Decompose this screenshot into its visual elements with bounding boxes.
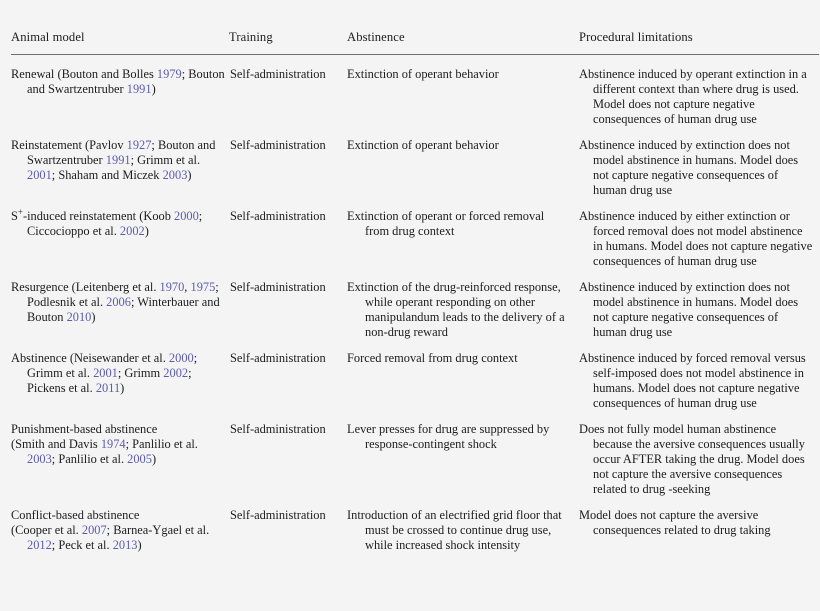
citation-year[interactable]: 2010 <box>66 310 92 324</box>
animal-models-table <box>11 0 819 553</box>
citation-year[interactable]: 1991 <box>126 82 152 96</box>
model-text: Renewal (Bouton and Bolles <box>11 67 157 81</box>
model-citation-block <box>11 523 229 553</box>
model-text: ; <box>130 295 135 309</box>
cell-procedural-limitations <box>579 340 819 411</box>
limitations-text: Abstinence induced by extinction does not model abstinence in humans. Model does not capture negative consequences of human drug use <box>579 138 799 197</box>
abstinence-text: Forced removal from drug context <box>347 351 518 365</box>
model-citation-block <box>11 351 229 396</box>
model-text: ; Grimm <box>117 366 164 380</box>
superscript-plus: + <box>17 206 23 217</box>
cell-procedural-limitations <box>579 198 819 269</box>
table-row <box>11 198 819 269</box>
cell-training: Self-administration <box>230 508 326 522</box>
cell-procedural-limitations <box>579 411 819 497</box>
model-citation-block <box>11 67 229 97</box>
model-text: ; Panlilio et al. <box>51 452 128 466</box>
table-row <box>11 127 819 198</box>
model-text: ; <box>51 168 56 182</box>
model-text: et al. <box>173 437 198 451</box>
model-text: ; <box>181 67 186 81</box>
model-text: Winterbauer and Bouton <box>27 295 220 324</box>
model-citation-block <box>11 138 229 183</box>
model-citation-block <box>11 280 229 325</box>
table-row <box>11 55 819 128</box>
cell-animal-model <box>11 269 229 340</box>
limitations-text: Abstinence induced by operant extinction in a different context than where drug is used. Model does not capture negative consequences of human drug use <box>579 67 807 126</box>
model-text: ; Peck et al. <box>51 538 113 552</box>
model-text: ; <box>188 366 192 380</box>
model-text: ) <box>187 168 192 182</box>
cell-animal-model <box>11 340 229 411</box>
citation-year[interactable]: 2003 <box>27 452 52 466</box>
model-text: , <box>184 280 188 294</box>
citation-year[interactable]: 1974 <box>100 437 126 451</box>
model-text: ; Panlilio <box>125 437 171 451</box>
citation-year[interactable]: 2000 <box>168 351 194 365</box>
model-text: ) <box>91 310 96 324</box>
model-text: ; Grimm et al. <box>130 153 201 167</box>
citation-year[interactable]: 1975 <box>190 280 216 294</box>
cell-animal-model <box>11 497 229 553</box>
model-text: ) <box>151 452 157 466</box>
citation-year[interactable]: 2002 <box>163 366 189 380</box>
model-text: -induced reinstatement <box>22 209 137 223</box>
model-text: ; Ciccocioppo <box>27 209 203 238</box>
citation-year[interactable]: 2011 <box>95 381 121 395</box>
abstinence-text: Extinction of operant behavior <box>347 67 499 81</box>
model-text: ; Barnea-Ygael <box>106 523 183 537</box>
cell-abstinence <box>347 340 579 411</box>
citation-year[interactable]: 1979 <box>156 67 182 81</box>
model-text: ) <box>137 538 142 552</box>
model-text: ) <box>144 224 149 238</box>
table-body <box>11 55 819 554</box>
citation-year[interactable]: 2002 <box>119 224 145 238</box>
citation-year[interactable]: 2007 <box>81 523 107 537</box>
cell-training: Self-administration <box>230 280 326 294</box>
citation-year[interactable]: 2013 <box>112 538 138 552</box>
abstinence-text: Extinction of the drug-reinforced response, while operant responding on other manipulandum leads to the delivery of a non-drug reward <box>347 280 565 339</box>
citation-year[interactable]: 2001 <box>93 366 118 380</box>
model-text: et al. <box>92 224 120 238</box>
cell-training: Self-administration <box>230 138 326 152</box>
cell-abstinence <box>347 127 579 198</box>
model-text: ; <box>193 351 198 365</box>
model-title: Punishment-based abstinence <box>11 422 158 436</box>
cell-procedural-limitations <box>579 497 819 553</box>
limitations-text: Abstinence induced by either extinction or forced removal does not model abstinence in humans. Model does not capture negative consequences of human drug use <box>579 209 813 268</box>
cell-training: Self-administration <box>230 422 326 436</box>
model-text: (Cooper et al. <box>11 523 82 537</box>
header-row <box>11 0 819 55</box>
citation-year[interactable]: 2012 <box>27 538 52 552</box>
cell-animal-model <box>11 198 229 269</box>
model-text: Bouton and Swartzentruber <box>27 67 225 96</box>
limitations-text: Model does not capture the aversive consequences related to drug taking <box>579 508 771 537</box>
cell-abstinence <box>347 497 579 553</box>
cell-training: Self-administration <box>230 209 326 223</box>
cell-training: Self-administration <box>230 351 326 365</box>
citation-year[interactable]: 1991 <box>105 153 131 167</box>
model-title: Conflict-based abstinence <box>11 508 140 522</box>
model-citation-block <box>11 206 229 239</box>
table-header <box>11 0 819 55</box>
model-text: ) <box>151 82 156 96</box>
cell-abstinence <box>347 198 579 269</box>
cell-procedural-limitations <box>579 127 819 198</box>
column-header-procedural-limitations: Procedural limitations <box>579 30 693 44</box>
model-text: Reinstatement (Pavlov <box>11 138 127 152</box>
model-text: et al. <box>185 523 210 537</box>
model-text: Shaham and Miczek <box>58 168 163 182</box>
model-text: ) <box>120 381 125 395</box>
model-text: (Koob <box>139 209 175 223</box>
citation-year[interactable]: 1927 <box>126 138 152 152</box>
table-row <box>11 497 819 553</box>
table-row <box>11 269 819 340</box>
column-header-training: Training <box>229 30 273 44</box>
abstinence-text: Lever presses for drug are suppressed by response-contingent shock <box>347 422 550 451</box>
cell-abstinence <box>347 55 579 128</box>
limitations-text: Abstinence induced by forced removal versus self-imposed does not model abstinence in humans. Model does not capture negative consequences of human drug use <box>579 351 806 410</box>
citation-year[interactable]: 2006 <box>106 295 131 309</box>
model-citation-block <box>11 437 229 467</box>
table-row <box>11 411 819 497</box>
citation-year[interactable]: 2005 <box>127 452 152 466</box>
model-text: ; Podlesnik et al. <box>27 280 219 309</box>
model-text: ; <box>151 138 155 152</box>
cell-procedural-limitations <box>579 55 819 128</box>
citation-year[interactable]: 2003 <box>162 168 188 182</box>
limitations-text: Does not fully model human abstinence because the aversive consequences usually occur AFTER taking the drug. Model does not capture the aversive consequences related to drug -seeking <box>579 422 805 496</box>
model-text: Bouton and Swartzentruber <box>27 138 216 167</box>
cell-procedural-limitations <box>579 269 819 340</box>
citation-year[interactable]: 2000 <box>174 209 199 223</box>
cell-animal-model <box>11 127 229 198</box>
column-header-animal-model: Animal model <box>11 30 85 44</box>
abstinence-text: Extinction of operant or forced removal from drug context <box>347 209 545 238</box>
model-text: Grimm et al. <box>27 366 94 380</box>
model-text: Resurgence (Leitenberg et al. <box>11 280 160 294</box>
model-text: Pickens et al. <box>27 381 96 395</box>
citation-year[interactable]: 2001 <box>27 168 52 182</box>
column-header-abstinence: Abstinence <box>347 30 405 44</box>
abstinence-text: Extinction of operant behavior <box>347 138 499 152</box>
model-text: (Smith and Davis <box>11 437 101 451</box>
model-text: S <box>11 209 18 223</box>
cell-abstinence <box>347 411 579 497</box>
abstinence-text: Introduction of an electrified grid floor that must be crossed to continue drug use, while increased shock intensity <box>347 508 562 552</box>
table-row <box>11 340 819 411</box>
cell-training: Self-administration <box>230 67 326 81</box>
model-text: Abstinence (Neisewander et al. <box>11 351 169 365</box>
cell-animal-model <box>11 55 229 128</box>
citation-year[interactable]: 1970 <box>159 280 185 294</box>
cell-animal-model <box>11 411 229 497</box>
cell-abstinence <box>347 269 579 340</box>
limitations-text: Abstinence induced by extinction does not model abstinence in humans. Model does not capture negative consequences of human drug use <box>579 280 799 339</box>
